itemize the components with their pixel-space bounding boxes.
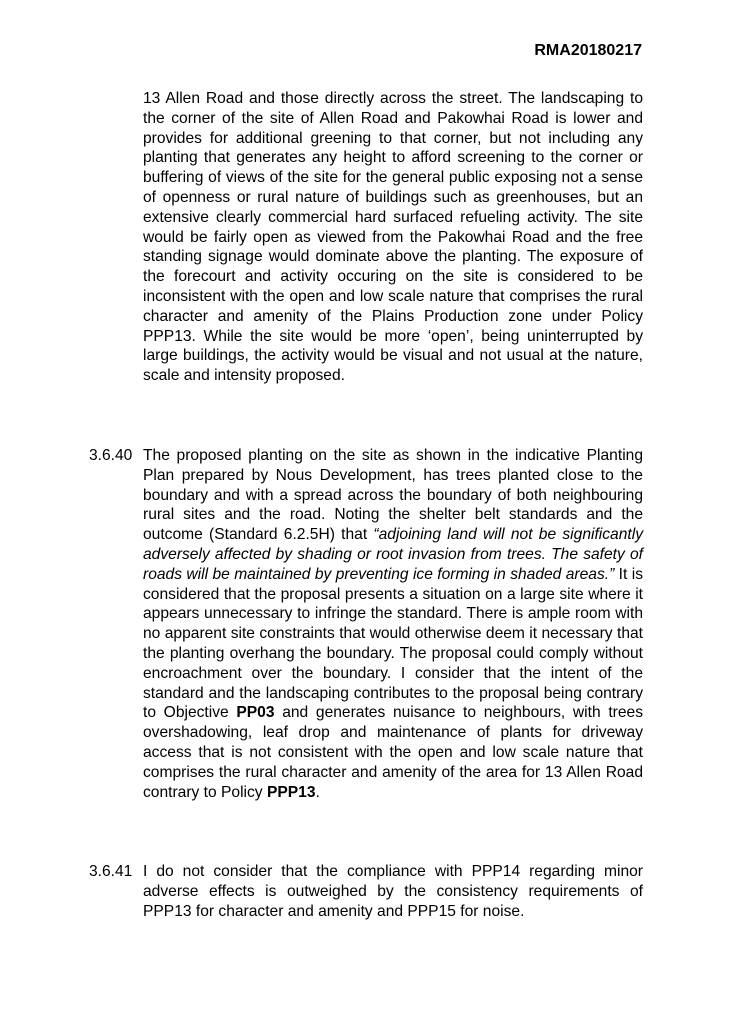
standard-quote: “adjoining land will not be significantly adversely affected by shading or root invasion from trees. The safety of roads will be maintained by preventing ice forming in shaded areas.”: [143, 526, 643, 583]
paragraph-text-segment: It is considered that the proposal presents a situation on a large site where it appears unnecessary to infringe the standard. There is ample room with no apparent site constraints that would otherwise deem it necessary that the planting overhang the boundary. The proposal could comply without encroachment over the boundary. I consider that the intent of the standard and the landscaping contributes to the proposal being contrary to Objective: [143, 565, 643, 722]
paragraph-3-6-41: I do not consider that the compliance with PPP14 regarding minor adverse effects is outweighed by the consistency requirements of PPP13 for character and amenity and PPP15 for noise.: [143, 863, 643, 920]
paragraph-text-segment: The proposed planting on the site as shown in the indicative Planting Plan prepared by Nous Development, has trees planted close to the boundary and with a spread across the boundary of both neighbouring rural sites and the road. Noting the shelter belt standards and the outcome (Standard 6.2.5H) that: [143, 447, 643, 544]
paragraph-3-6-40: [143, 446, 643, 802]
paragraph-number-3-6-40: 3.6.40: [89, 447, 133, 464]
paragraph-number-3-6-41: 3.6.41: [89, 863, 133, 880]
policy-reference: PPP13: [266, 783, 316, 801]
objective-reference: PP03: [236, 704, 275, 722]
paragraph-continued: 13 Allen Road and those directly across the street. The landscaping to the corner of the site of Allen Road and Pakowhai Road is lower and provides for additional greening to that corner, but not including any planting that generates any height to afford screening to the corner or buffering of views of the site for the general public exposing not a sense of openness or rural nature of buildings such as greenhouses, but an extensive clearly commercial hard surfaced refueling activity. The site would be fairly open as viewed from the Pakowhai Road and the free standing signage would dominate above the planting. The exposure of the forecourt and activity occuring on the site is considered to be inconsistent with the open and low scale nature that comprises the rural character and amenity of the Plains Production zone under Policy PPP13. While the site would be more ‘open’, being uninterrupted by large buildings, the activity would be visual and not usual at the nature, scale and intensity proposed.: [143, 90, 643, 385]
document-reference: RMA20180217: [534, 42, 642, 59]
paragraph-text-segment: .: [315, 783, 320, 801]
paragraph-text-segment: and generates nuisance to neighbours, with trees overshadowing, leaf drop and maintenance of plants for driveway access that is not consistent with the open and low scale nature that comprises the rural character and amenity of the area for 13 Allen Road contrary to Policy: [143, 704, 643, 801]
